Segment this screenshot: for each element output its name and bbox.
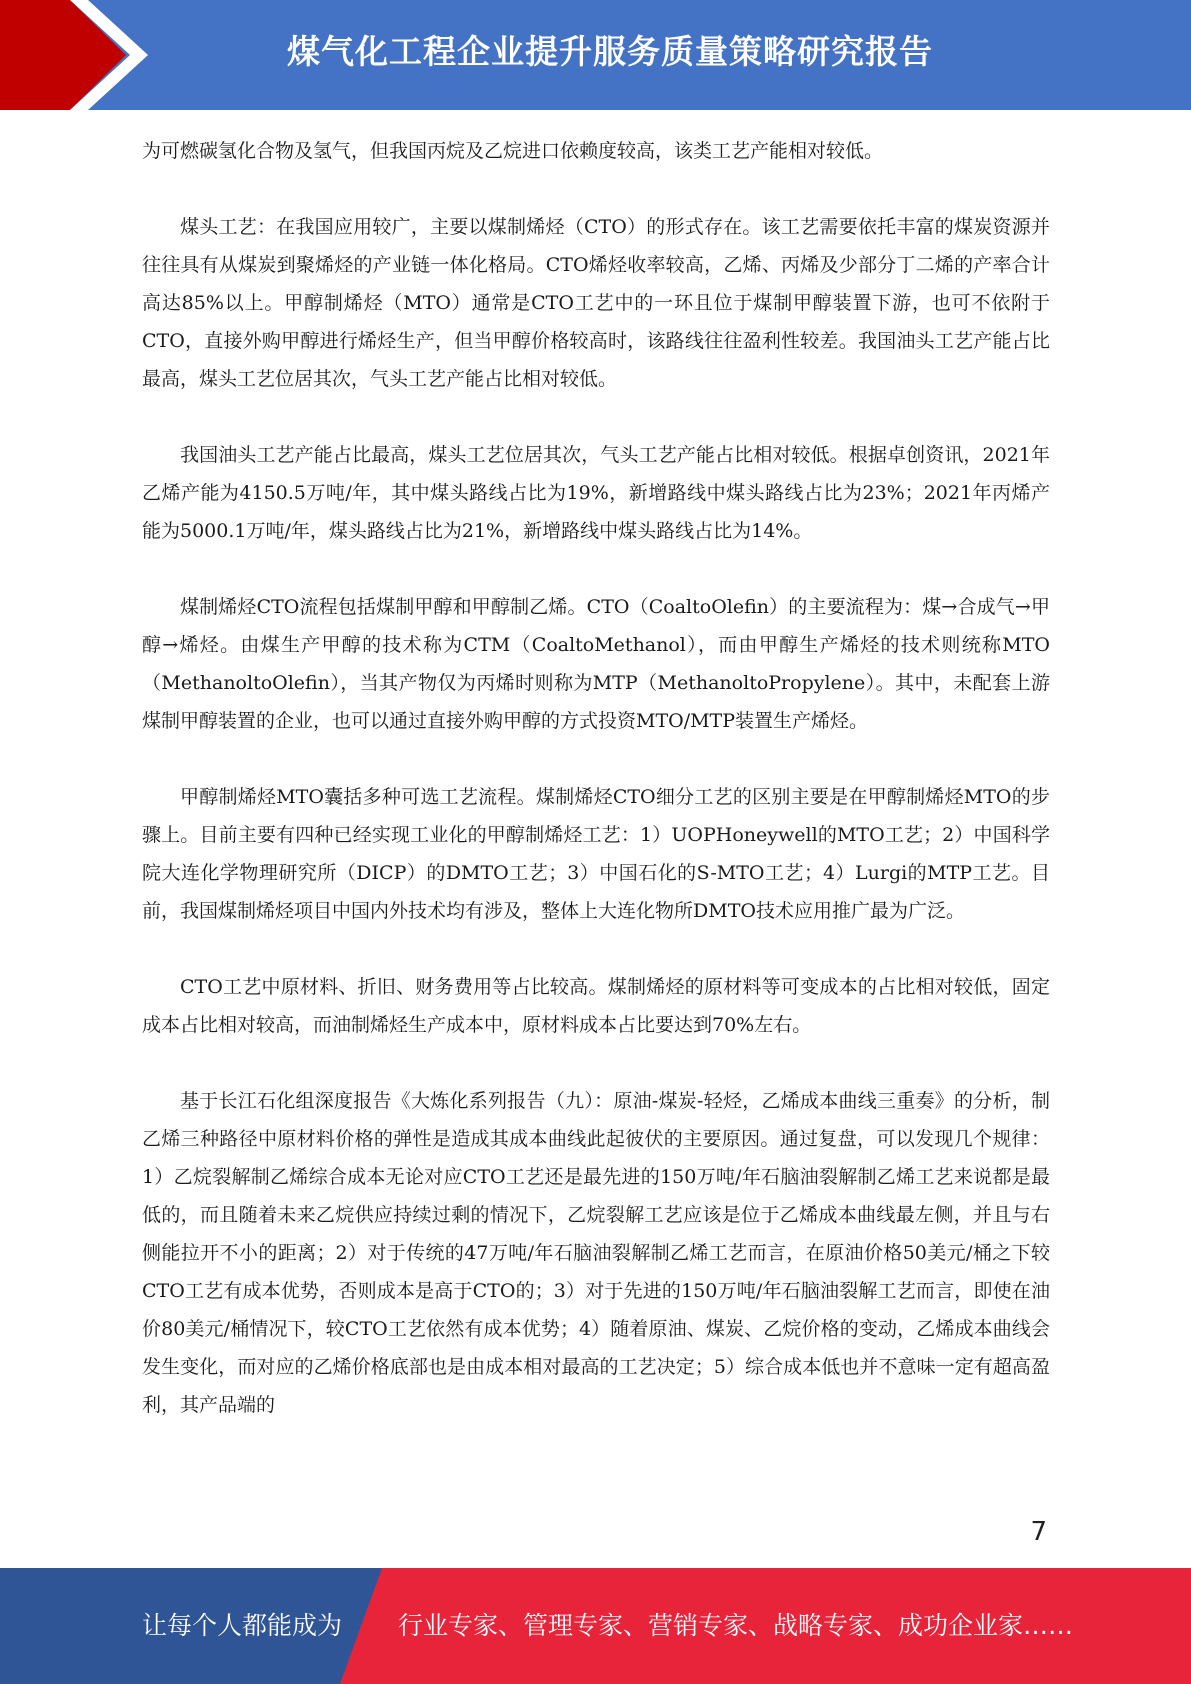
- paragraph-5: 甲醇制烯烃MTO囊括多种可选工艺流程。煤制烯烃CTO细分工艺的区别主要是在甲醇制烯烃MTO的步骤上。目前主要有四种已经实现工业化的甲醇制烯烃工艺：1）UOPHoneywell的MTO工艺；2）中国科学院大连化学物理研究所（DICP）的DMTO工艺；3）中国石化的S-MTO工艺；4）Lurgi的MTP工艺。目前，我国煤制烯烃项目中国内外技术均有涉及，整体上大连化物所DMTO技术应用推广最为广泛。: [142, 786, 1050, 922]
- report-title: 煤气化工程企业提升服务质量策略研究报告: [287, 32, 933, 71]
- page-footer: [0, 1568, 1191, 1684]
- footer-slogan-left: 让每个人都能成为: [142, 1611, 343, 1640]
- footer-slogan-right: 行业专家、管理专家、营销专家、战略专家、成功企业家……: [398, 1611, 1074, 1640]
- paragraph-3: 我国油头工艺产能占比最高，煤头工艺位居其次，气头工艺产能占比相对较低。根据卓创资讯，2021年乙烯产能为4150.5万吨/年，其中煤头路线占比为19%，新增路线中煤头路线占比为23%；2021年丙烯产能为5000.1万吨/年，煤头路线占比为21%，新增路线中煤头路线占比为14%。: [142, 444, 1050, 542]
- paragraph-7: 基于长江石化组深度报告《大炼化系列报告（九）：原油-煤炭-轻烃，乙烯成本曲线三重奏》的分析，制乙烯三种路径中原材料价格的弹性是造成其成本曲线此起彼伏的主要原因。通过复盘，可以发现几个规律：1）乙烷裂解制乙烯综合成本无论对应CTO工艺还是最先进的150万吨/年石脑油裂解制乙烯工艺来说都是最低的，而且随着未来乙烷供应持续过剩的情况下，乙烷裂解工艺应该是位于乙烯成本曲线最左侧，并且与右侧能拉开不小的距离；2）对于传统的47万吨/年石脑油裂解制乙烯工艺而言，在原油价格50美元/桶之下较CTO工艺有成本优势，否则成本是高于CTO的；3）对于先进的150万吨/年石脑油裂解工艺而言，即使在油价80美元/桶情况下，较CTO工艺依然有成本优势；4）随着原油、煤炭、乙烷价格的变动，乙烯成本曲线会发生变化，而对应的乙烯价格底部也是由成本相对最高的工艺决定；5）综合成本低也并不意味一定有超高盈利，其产品端的: [142, 1090, 1050, 1416]
- page-number: 7: [1030, 1517, 1047, 1547]
- paragraph-4: 煤制烯烃CTO流程包括煤制甲醇和甲醇制乙烯。CTO（CoaltoOlefin）的主要流程为：煤→合成气→甲醇→烯烃。由煤生产甲醇的技术称为CTM（CoaltoMethanol），而由甲醇生产烯烃的技术则统称MTO（MethanoltoOlefin），当其产物仅为丙烯时则称为MTP（MethanoltoPropylene）。其中，未配套上游煤制甲醇装置的企业，也可以通过直接外购甲醇的方式投资MTO/MTP装置生产烯烃。: [142, 596, 1050, 732]
- paragraph-2: 煤头工艺：在我国应用较广，主要以煤制烯烃（CTO）的形式存在。该工艺需要依托丰富的煤炭资源并往往具有从煤炭到聚烯烃的产业链一体化格局。CTO烯烃收率较高，乙烯、丙烯及少部分丁二烯的产率合计高达85%以上。甲醇制烯烃（MTO）通常是CTO工艺中的一环且位于煤制甲醇装置下游，也可不依附于CTO，直接外购甲醇进行烯烃生产，但当甲醇价格较高时，该路线往往盈利性较差。我国油头工艺产能占比最高，煤头工艺位居其次，气头工艺产能占比相对较低。: [142, 216, 1050, 390]
- paragraph-1: 为可燃碳氢化合物及氢气，但我国丙烷及乙烷进口依赖度较高，该类工艺产能相对较低。: [142, 140, 884, 162]
- header-red-block: [0, 0, 150, 110]
- report-body: [142, 132, 1050, 1462]
- page-header: [0, 0, 1191, 110]
- paragraph-6: CTO工艺中原材料、折旧、财务费用等占比较高。煤制烯烃的原材料等可变成本的占比相对较低，固定成本占比相对较高，而油制烯烃生产成本中，原材料成本占比要达到70%左右。: [142, 976, 1050, 1036]
